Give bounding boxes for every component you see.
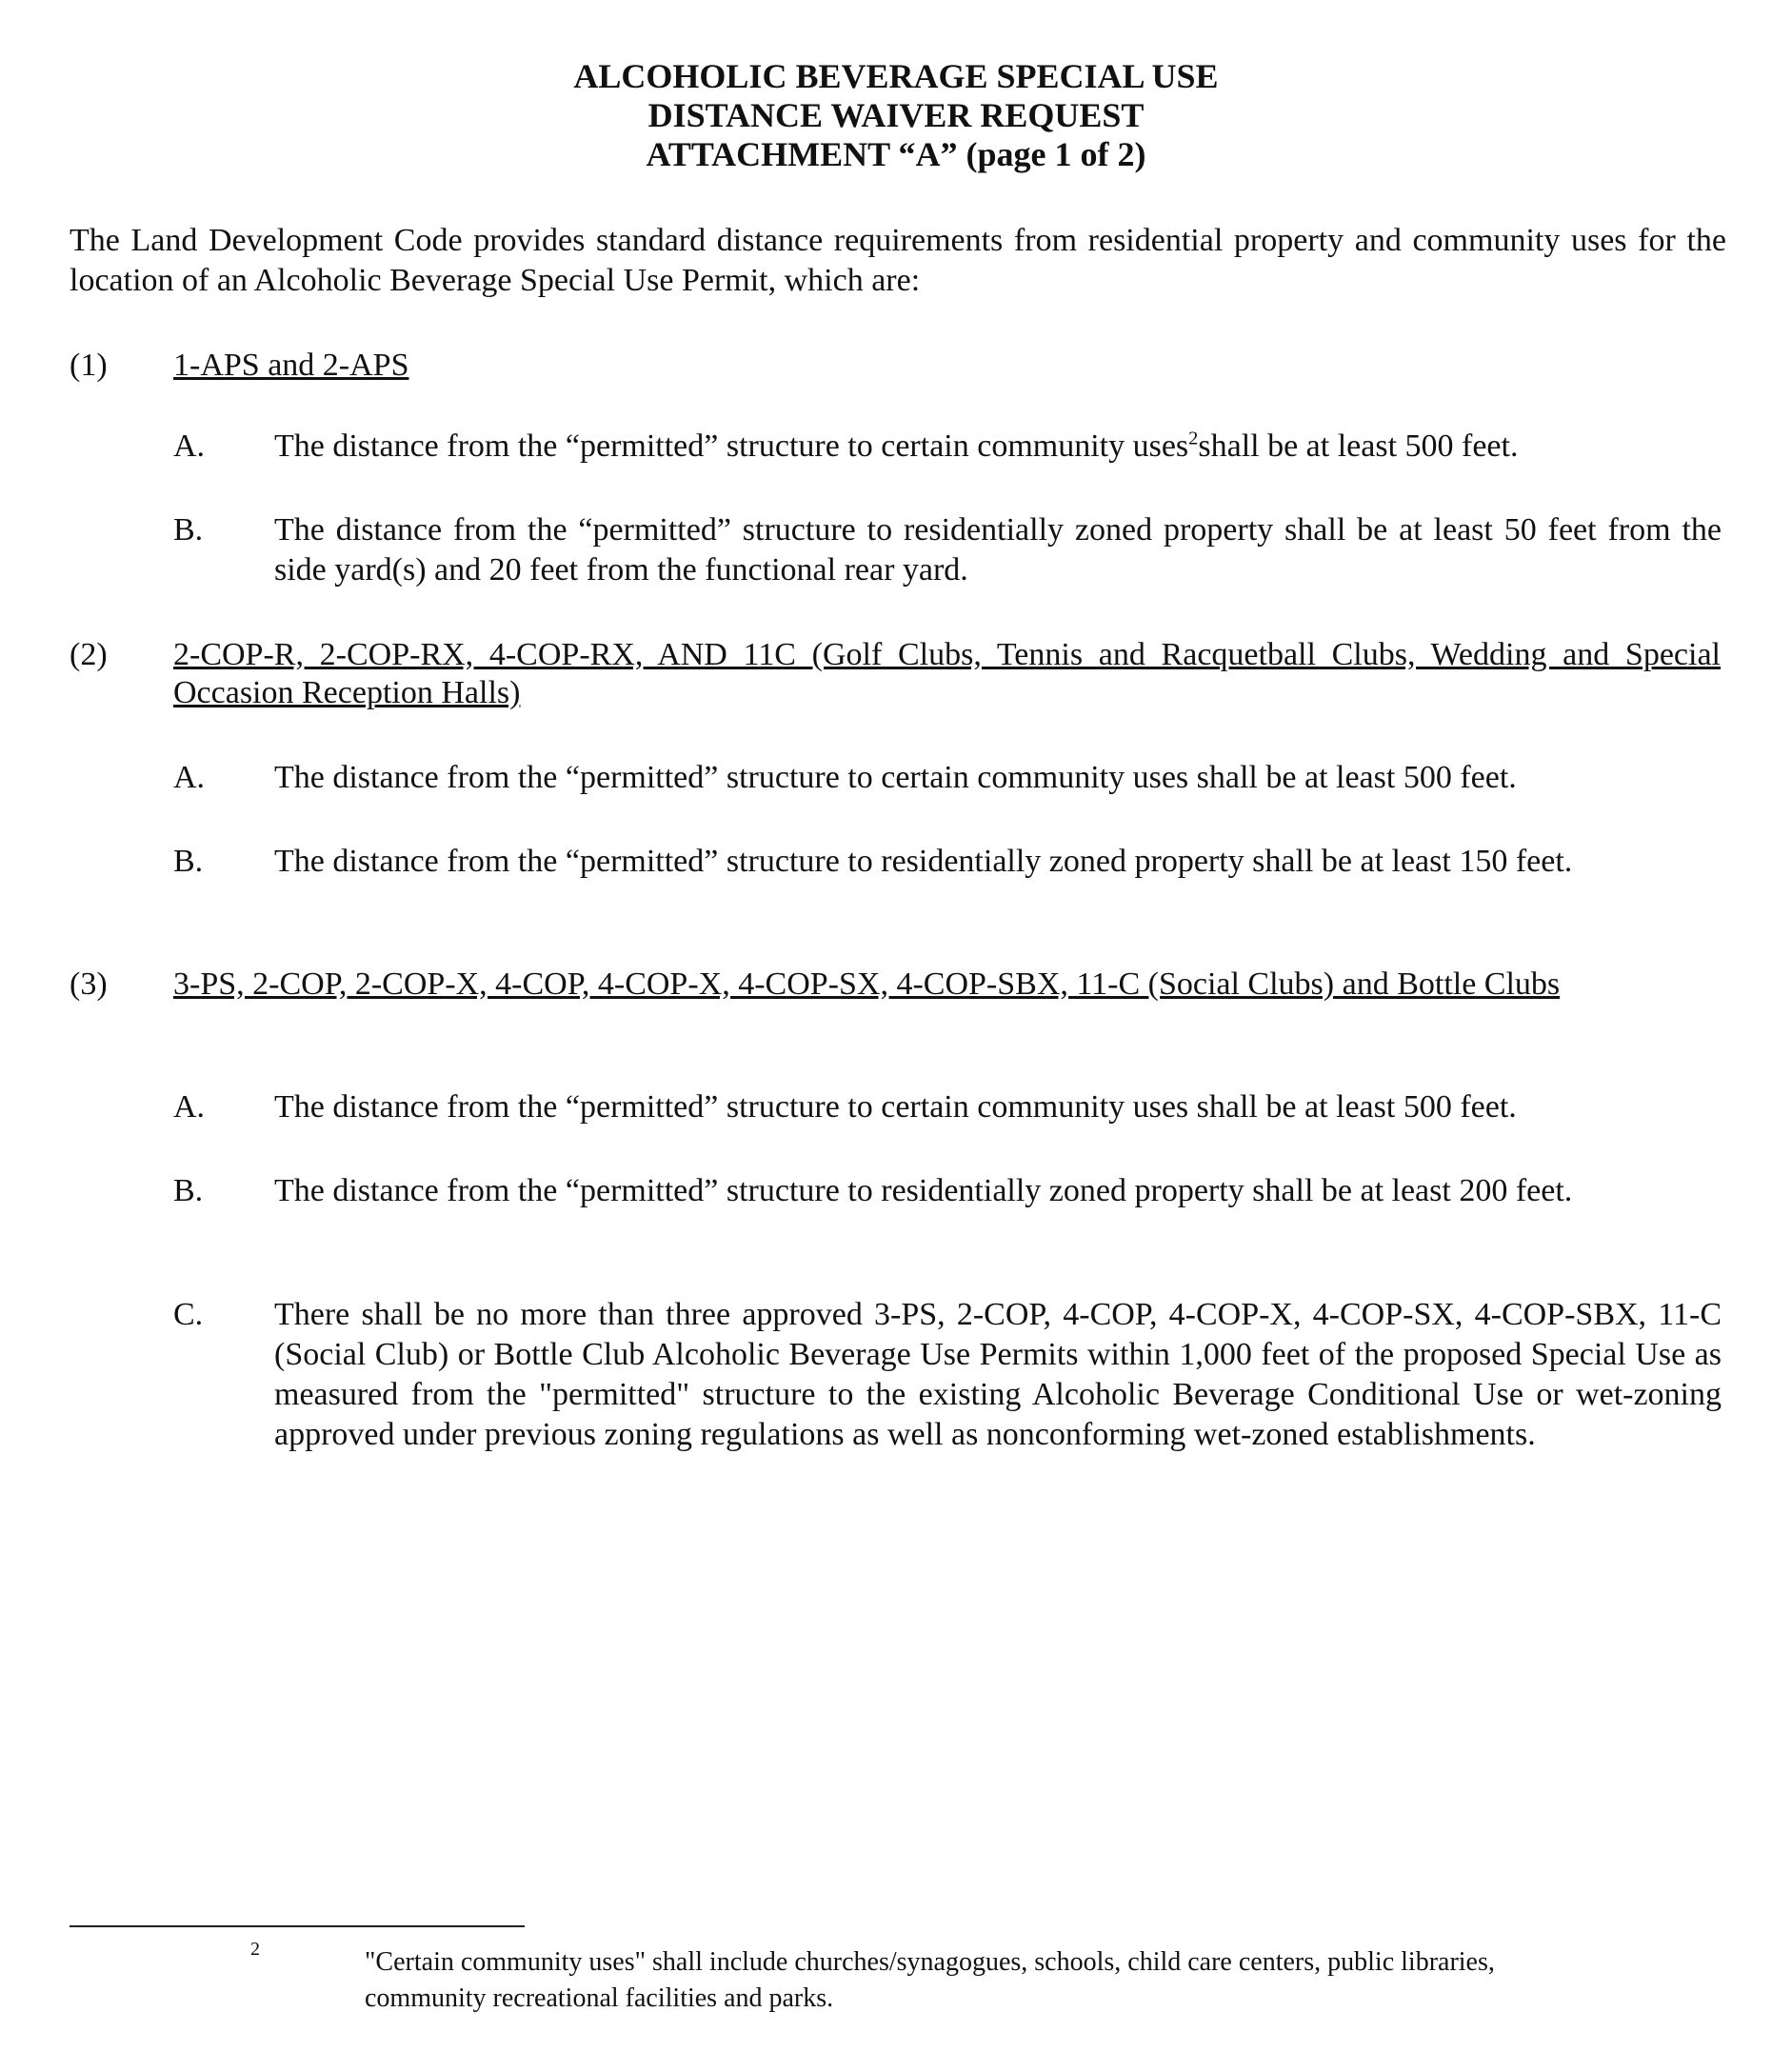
section-3-item-b-text: The distance from the “permitted” structure to residentially zoned property shall be at least 200 feet. bbox=[274, 1173, 1573, 1208]
section-2-item-a-text: The distance from the “permitted” structure to certain community uses shall be at least 500 feet. bbox=[274, 760, 1517, 795]
intro-paragraph: The Land Development Code provides standard distance requirements from residential property and community uses for the location of an Alcoholic Beverage Special Use Permit, which are: bbox=[70, 223, 1726, 298]
section-3-item-c-text: There shall be no more than three approved 3-PS, 2-COP, 4-COP, 4-COP-X, 4-COP-SX, 4-COP-SBX, 11-C (Social Club) or Bottle Club Alcoholic Beverage Use Permits within 1,000 feet of the proposed Special Use as measured from the "permitted" structure to the existing Alcoholic Beverage Conditional Use or wet-zoning approved under previous zoning regulations as well as nonconforming wet-zoned establishments. bbox=[274, 1297, 1722, 1452]
section-3-number: (3) bbox=[70, 966, 108, 1002]
section-2-item-b-letter: B. bbox=[173, 844, 204, 879]
title-line-2: DISTANCE WAIVER REQUEST bbox=[647, 96, 1145, 134]
footnote-text: "Certain community uses" shall include churches/synagogues, schools, child care centers, public libraries, community recreational facilities and parks. bbox=[365, 1947, 1495, 2013]
footnote-mark: 2 bbox=[250, 1939, 260, 1960]
section-1-item-a-text bbox=[274, 427, 1722, 467]
title-line-1: ALCOHOLIC BEVERAGE SPECIAL USE bbox=[573, 57, 1219, 95]
section-3-heading: 3-PS, 2-COP, 2-COP-X, 4-COP, 4-COP-X, 4-COP-SX, 4-COP-SBX, 11-C (Social Clubs) and Bottle Clubs bbox=[173, 966, 1561, 1002]
section-3-item-c-letter: C. bbox=[173, 1297, 204, 1332]
section-2-number: (2) bbox=[70, 637, 108, 672]
section-2-heading: 2-COP-R, 2-COP-RX, 4-COP-RX, AND 11C (Golf Clubs, Tennis and Racquetball Clubs, Wedding and Special Occasion Reception Halls) bbox=[173, 637, 1721, 710]
section-3-item-b-letter: B. bbox=[173, 1173, 204, 1208]
section-2-item-a-letter: A. bbox=[173, 760, 206, 795]
section-2-item-b-text: The distance from the “permitted” structure to residentially zoned property shall be at least 150 feet. bbox=[274, 844, 1573, 879]
document-title bbox=[0, 57, 1792, 174]
section-1-item-a-text-before: The distance from the “permitted” structure to certain community uses bbox=[274, 428, 1189, 464]
section-3-item-a-letter: A. bbox=[173, 1089, 206, 1125]
section-3-item-a-text: The distance from the “permitted” structure to certain community uses shall be at least 500 feet. bbox=[274, 1089, 1517, 1125]
title-line-3: ATTACHMENT “A” (page 1 of 2) bbox=[646, 135, 1146, 173]
section-1-item-a-text-after: shall be at least 500 feet. bbox=[1198, 428, 1519, 464]
section-1-item-b-text: The distance from the “permitted” structure to residentially zoned property shall be at least 50 feet from the side yard(s) and 20 feet from the functional rear yard. bbox=[274, 512, 1722, 588]
section-1-number: (1) bbox=[70, 348, 108, 383]
section-1-item-a-letter: A. bbox=[173, 428, 206, 464]
footnote-divider bbox=[70, 1925, 525, 1927]
section-1-heading: 1-APS and 2-APS bbox=[173, 348, 409, 383]
footnote-reference: 2 bbox=[1188, 428, 1199, 449]
section-1-item-b-letter: B. bbox=[173, 512, 204, 548]
